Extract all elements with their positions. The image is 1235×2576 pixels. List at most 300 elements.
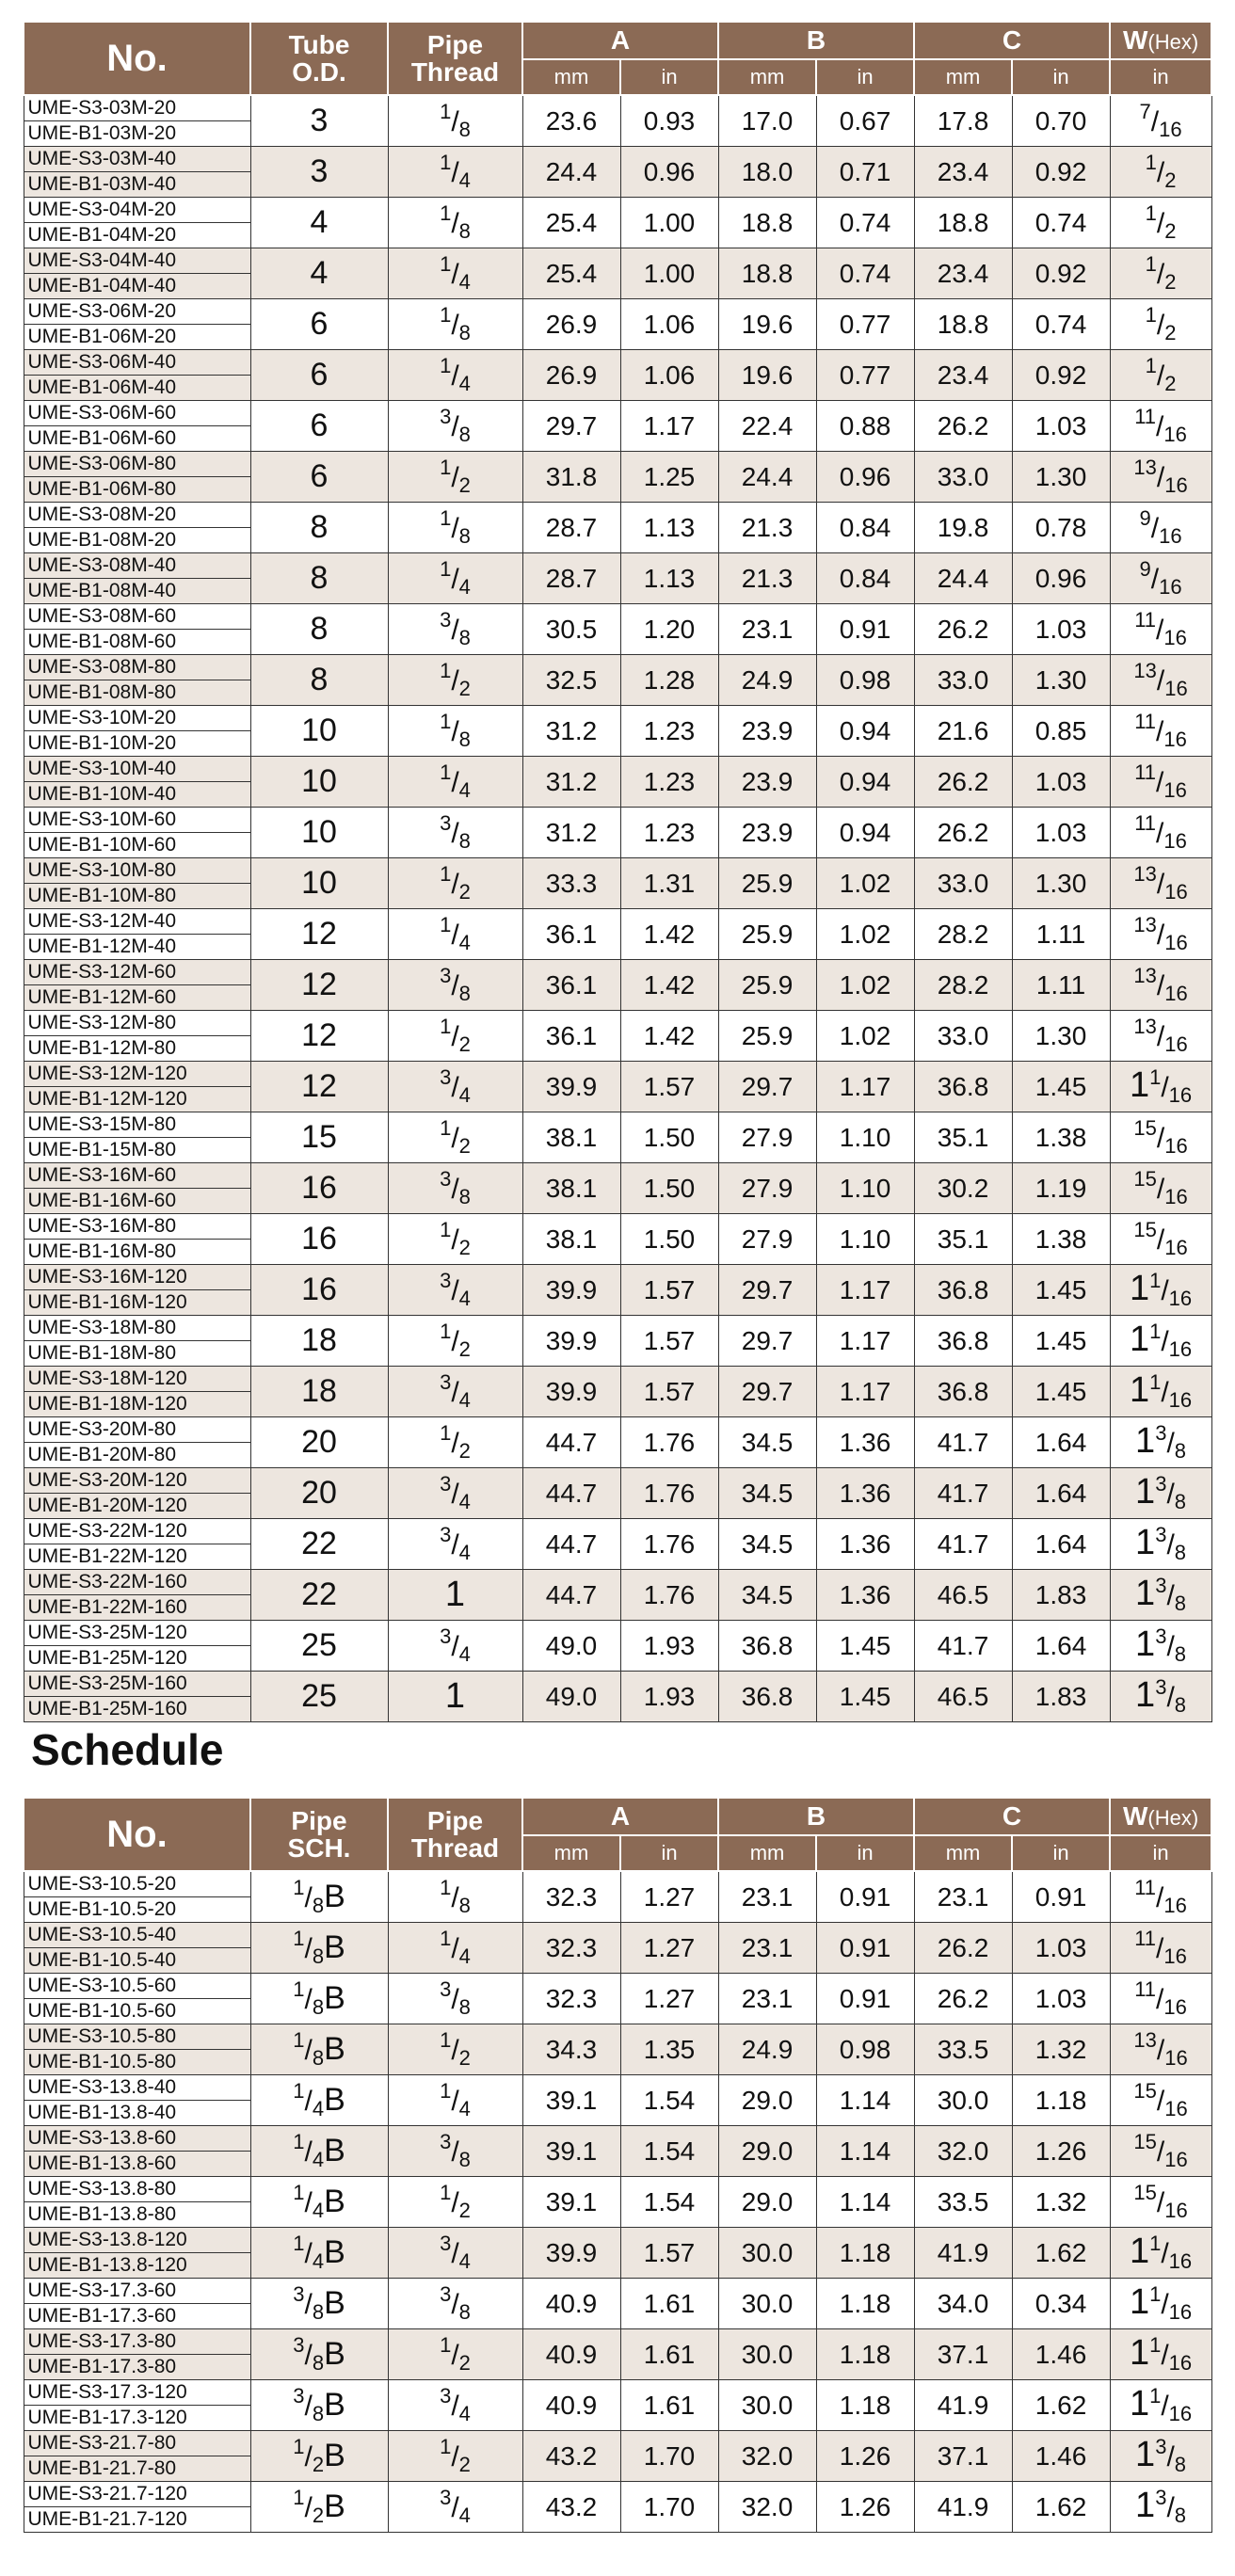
suffix: B bbox=[324, 1879, 345, 1914]
hex-w-cell bbox=[1110, 858, 1211, 909]
c-mm-cell: 28.2 bbox=[914, 960, 1012, 1011]
c-mm-cell: 36.8 bbox=[914, 1062, 1012, 1112]
tube-od-cell: 6 bbox=[250, 452, 388, 503]
part-number-s3: UME-S3-10.5-40 bbox=[24, 1923, 250, 1948]
hex-w-cell bbox=[1110, 1672, 1211, 1722]
part-number-s3: UME-S3-06M-60 bbox=[24, 401, 250, 426]
part-number-b1: UME-B1-03M-20 bbox=[27, 122, 177, 144]
c-mm-cell: 35.1 bbox=[914, 1112, 1012, 1163]
hex-w-cell bbox=[1110, 909, 1211, 960]
b-in-cell: 0.94 bbox=[816, 706, 914, 757]
part-number-s3: UME-S3-21.7-120 bbox=[24, 2482, 250, 2507]
pipe-thread-cell-fraction bbox=[440, 100, 471, 141]
suffix: B bbox=[324, 2285, 345, 2321]
pipe-thread-cell-fraction bbox=[440, 456, 471, 497]
c-mm-cell: 41.9 bbox=[914, 2380, 1012, 2431]
c-mm-cell: 18.8 bbox=[914, 299, 1012, 350]
header-a-mm: mm bbox=[522, 59, 620, 95]
denominator: 16 bbox=[1168, 2402, 1193, 2425]
table-row bbox=[24, 2482, 1211, 2533]
numerator: 1 bbox=[440, 557, 452, 581]
denominator: 16 bbox=[1159, 524, 1182, 548]
denominator: 16 bbox=[1163, 1944, 1187, 1968]
fraction-slash: / bbox=[451, 1933, 459, 1964]
denominator: 16 bbox=[1164, 1134, 1188, 1158]
part-number-b1: UME-B1-20M-80 bbox=[27, 1444, 177, 1465]
fraction-slash: / bbox=[304, 1882, 313, 1913]
pipe-thread-cell-fraction bbox=[440, 1927, 471, 1968]
numerator: 1 bbox=[1149, 1370, 1162, 1394]
b-mm-cell: 34.5 bbox=[718, 1519, 816, 1570]
pipe-thread-cell-fraction bbox=[444, 1575, 466, 1614]
numerator: 3 bbox=[440, 405, 452, 428]
fraction-slash: / bbox=[1156, 1174, 1165, 1205]
fraction-slash: / bbox=[1156, 2136, 1165, 2168]
pipe-thread-cell bbox=[388, 2329, 522, 2380]
c-in-cell: 1.30 bbox=[1012, 1011, 1110, 1062]
hex-w-cell-fraction bbox=[1133, 1218, 1188, 1259]
c-mm-cell: 26.2 bbox=[914, 757, 1012, 808]
b-in-cell: 0.91 bbox=[816, 1974, 914, 2024]
b-mm-cell: 30.0 bbox=[718, 2329, 816, 2380]
denominator: 2 bbox=[312, 2453, 325, 2476]
suffix: B bbox=[324, 2133, 345, 2168]
pipe-thread-cell bbox=[388, 1468, 522, 1519]
hex-w-cell bbox=[1110, 808, 1211, 858]
part-number-cell bbox=[24, 2126, 250, 2177]
a-mm-cell: 39.1 bbox=[522, 2075, 620, 2126]
numerator: 3 bbox=[440, 2384, 452, 2408]
header-a-mm: mm bbox=[522, 1835, 620, 1871]
part-number-cell bbox=[24, 2075, 250, 2126]
pipe-thread-cell-fraction bbox=[440, 2333, 471, 2375]
numerator: 3 bbox=[440, 1269, 452, 1292]
c-in-cell: 1.46 bbox=[1012, 2431, 1110, 2482]
hex-w-cell bbox=[1110, 604, 1211, 655]
b-mm-cell: 29.7 bbox=[718, 1265, 816, 1316]
a-mm-cell: 39.9 bbox=[522, 1062, 620, 1112]
pipe-thread-cell-fraction bbox=[440, 1370, 471, 1412]
part-number-b1: UME-B1-13.8-80 bbox=[27, 2203, 177, 2225]
denominator: 8 bbox=[312, 1894, 325, 1917]
denominator: 16 bbox=[1164, 880, 1188, 904]
denominator: 2 bbox=[458, 1439, 471, 1463]
hex-w-cell-fraction bbox=[1134, 811, 1187, 853]
a-mm-cell: 32.3 bbox=[522, 1923, 620, 1974]
part-number-b1: UME-B1-06M-60 bbox=[27, 427, 177, 449]
fraction-slash: / bbox=[1156, 310, 1165, 341]
suffix: B bbox=[324, 1929, 345, 1965]
a-in-cell: 1.27 bbox=[620, 1871, 718, 1923]
numerator: 13 bbox=[1133, 913, 1157, 936]
b-in-cell: 1.36 bbox=[816, 1417, 914, 1468]
b-mm-cell: 25.9 bbox=[718, 858, 816, 909]
table-row bbox=[24, 553, 1211, 604]
c-in-cell: 0.85 bbox=[1012, 706, 1110, 757]
denominator: 16 bbox=[1163, 829, 1187, 853]
c-in-cell: 1.64 bbox=[1012, 1621, 1110, 1672]
c-in-cell: 0.91 bbox=[1012, 1871, 1110, 1923]
table-row bbox=[24, 198, 1211, 248]
a-mm-cell: 36.1 bbox=[522, 909, 620, 960]
denominator: 16 bbox=[1164, 1185, 1188, 1208]
part-number-b1: UME-B1-06M-40 bbox=[27, 376, 177, 398]
part-number-cell bbox=[24, 1468, 250, 1519]
hex-w-cell-fraction bbox=[1135, 1472, 1187, 1513]
a-mm-cell: 31.2 bbox=[522, 706, 620, 757]
b-in-cell: 1.17 bbox=[816, 1367, 914, 1417]
fraction-slash: / bbox=[304, 2289, 313, 2320]
hex-w-cell-fraction bbox=[1133, 913, 1188, 954]
numerator: 13 bbox=[1133, 862, 1157, 886]
hex-w-cell-fraction bbox=[1129, 1269, 1193, 1310]
b-mm-cell: 29.7 bbox=[718, 1062, 816, 1112]
b-in-cell: 1.10 bbox=[816, 1163, 914, 1214]
part-number-s3: UME-S3-17.3-80 bbox=[24, 2329, 250, 2355]
numerator: 13 bbox=[1133, 456, 1157, 479]
fraction-slash: / bbox=[1156, 818, 1164, 849]
b-mm-cell: 25.9 bbox=[718, 909, 816, 960]
pipe-thread-cell-fraction bbox=[440, 1167, 471, 1208]
c-in-cell: 1.30 bbox=[1012, 655, 1110, 706]
fraction-slash: / bbox=[451, 360, 459, 392]
pipe-thread-cell bbox=[388, 452, 522, 503]
c-in-cell: 1.03 bbox=[1012, 1923, 1110, 1974]
denominator: 2 bbox=[1164, 168, 1177, 192]
denominator: 2 bbox=[1164, 321, 1177, 344]
part-number-b1: UME-B1-04M-40 bbox=[27, 275, 177, 296]
hex-w-cell-fraction bbox=[1135, 1421, 1187, 1463]
part-number-b1: UME-B1-16M-120 bbox=[27, 1291, 187, 1313]
pipe-thread-cell bbox=[388, 299, 522, 350]
tube-od-cell: 16 bbox=[250, 1214, 388, 1265]
part-number-b1: UME-B1-17.3-120 bbox=[27, 2407, 187, 2428]
pipe-thread-cell bbox=[388, 1923, 522, 1974]
pipe-thread-cell-fraction bbox=[440, 1624, 471, 1666]
part-number-s3: UME-S3-06M-80 bbox=[24, 452, 250, 477]
pipe-thread-cell bbox=[388, 248, 522, 299]
pipe-sch-cell bbox=[250, 2279, 388, 2329]
numerator: 1 bbox=[1145, 252, 1157, 276]
whole-part: 1 bbox=[1135, 1675, 1156, 1715]
numerator: 1 bbox=[440, 2028, 452, 2052]
b-mm-cell: 29.0 bbox=[718, 2075, 816, 2126]
part-number-b1: UME-B1-08M-60 bbox=[27, 631, 177, 652]
numerator: 1 bbox=[440, 303, 452, 327]
fraction-slash: / bbox=[1156, 716, 1164, 747]
b-in-cell: 1.18 bbox=[816, 2329, 914, 2380]
hex-w-cell-fraction bbox=[1129, 2333, 1193, 2375]
denominator: 8 bbox=[458, 118, 471, 141]
hex-w-cell-fraction bbox=[1134, 1876, 1187, 1917]
whole-part: 1 bbox=[444, 1575, 466, 1614]
pipe-sch-cell bbox=[250, 1871, 388, 1923]
table-row bbox=[24, 909, 1211, 960]
a-mm-cell: 40.9 bbox=[522, 2329, 620, 2380]
pipe-thread-cell-fraction bbox=[440, 710, 471, 751]
a-mm-cell: 49.0 bbox=[522, 1672, 620, 1722]
fraction-slash: / bbox=[1156, 869, 1165, 900]
pipe-sch-cell bbox=[250, 2431, 388, 2482]
pipe-thread-cell bbox=[388, 2380, 522, 2431]
part-number-b1: UME-B1-10M-20 bbox=[27, 732, 177, 754]
numerator: 1 bbox=[1149, 2232, 1162, 2255]
fraction-slash: / bbox=[1166, 1479, 1175, 1510]
numerator: 1 bbox=[1149, 1065, 1162, 1089]
tube-od-cell: 25 bbox=[250, 1621, 388, 1672]
b-in-cell: 1.02 bbox=[816, 909, 914, 960]
pipe-thread-cell-fraction bbox=[440, 608, 471, 649]
part-number-s3: UME-S3-06M-20 bbox=[24, 299, 250, 325]
part-number-cell bbox=[24, 2177, 250, 2228]
a-in-cell: 1.23 bbox=[620, 808, 718, 858]
hex-w-cell-fraction bbox=[1133, 1167, 1188, 1208]
b-in-cell: 1.14 bbox=[816, 2177, 914, 2228]
fraction-slash: / bbox=[451, 2340, 459, 2371]
whole-part: 1 bbox=[1129, 1370, 1150, 1410]
denominator: 4 bbox=[458, 1642, 471, 1666]
b-mm-cell: 36.8 bbox=[718, 1672, 816, 1722]
fraction-slash: / bbox=[304, 2391, 313, 2422]
pipe-thread-cell-fraction bbox=[440, 1977, 471, 2019]
hex-w-cell bbox=[1110, 2380, 1211, 2431]
c-mm-cell: 30.0 bbox=[914, 2075, 1012, 2126]
table-row bbox=[24, 1011, 1211, 1062]
numerator: 1 bbox=[440, 659, 452, 682]
b-mm-cell: 19.6 bbox=[718, 299, 816, 350]
denominator: 16 bbox=[1159, 575, 1182, 599]
tube-od-cell: 22 bbox=[250, 1570, 388, 1621]
part-number-b1: UME-B1-10.5-40 bbox=[27, 1949, 177, 1971]
numerator: 3 bbox=[440, 1370, 452, 1394]
table-row bbox=[24, 960, 1211, 1011]
a-in-cell: 1.70 bbox=[620, 2431, 718, 2482]
numerator: 1 bbox=[440, 100, 452, 123]
b-mm-cell: 23.1 bbox=[718, 1923, 816, 1974]
c-in-cell: 1.32 bbox=[1012, 2177, 1110, 2228]
fraction-slash: / bbox=[1156, 615, 1164, 646]
pipe-thread-cell-fraction bbox=[440, 354, 471, 395]
fraction-slash: / bbox=[1156, 208, 1165, 239]
fraction-slash: / bbox=[304, 2136, 313, 2168]
fraction-slash: / bbox=[451, 157, 459, 188]
fraction-slash: / bbox=[451, 767, 459, 798]
c-mm-cell: 33.0 bbox=[914, 452, 1012, 503]
c-in-cell: 1.83 bbox=[1012, 1672, 1110, 1722]
b-mm-cell: 30.0 bbox=[718, 2279, 816, 2329]
fraction-slash: / bbox=[1161, 2391, 1169, 2422]
numerator: 1 bbox=[440, 201, 452, 225]
part-number-s3: UME-S3-10M-40 bbox=[24, 757, 250, 782]
table-row bbox=[24, 1062, 1211, 1112]
a-mm-cell: 36.1 bbox=[522, 960, 620, 1011]
part-number-cell bbox=[24, 147, 250, 198]
c-in-cell: 1.26 bbox=[1012, 2126, 1110, 2177]
numerator: 1 bbox=[293, 1876, 305, 1899]
a-mm-cell: 23.6 bbox=[522, 95, 620, 147]
a-mm-cell: 32.3 bbox=[522, 1974, 620, 2024]
part-number-b1: UME-B1-16M-60 bbox=[27, 1190, 177, 1211]
numerator: 1 bbox=[440, 1218, 452, 1241]
suffix: B bbox=[324, 2082, 345, 2118]
b-mm-cell: 17.0 bbox=[718, 95, 816, 147]
b-mm-cell: 29.0 bbox=[718, 2177, 816, 2228]
tube-od-cell: 8 bbox=[250, 553, 388, 604]
header-pipe-thread: Pipe Thread bbox=[388, 1798, 522, 1871]
whole-part: 1 bbox=[1135, 1472, 1156, 1512]
part-number-cell bbox=[24, 2024, 250, 2075]
a-in-cell: 1.42 bbox=[620, 909, 718, 960]
pipe-thread-cell bbox=[388, 2228, 522, 2279]
pipe-thread-cell-fraction bbox=[440, 1320, 471, 1361]
fraction-slash: / bbox=[1166, 2492, 1175, 2523]
part-number-s3: UME-S3-17.3-120 bbox=[24, 2380, 250, 2406]
part-number-b1: UME-B1-17.3-60 bbox=[27, 2305, 177, 2327]
part-number-b1: UME-B1-17.3-80 bbox=[27, 2356, 177, 2377]
b-in-cell: 1.36 bbox=[816, 1519, 914, 1570]
denominator: 8 bbox=[312, 1944, 325, 1968]
table-row bbox=[24, 2075, 1211, 2126]
c-mm-cell: 17.8 bbox=[914, 95, 1012, 147]
numerator: 1 bbox=[440, 862, 452, 886]
part-number-b1: UME-B1-10M-40 bbox=[27, 783, 177, 805]
pipe-thread-cell bbox=[388, 604, 522, 655]
pipe-thread-cell bbox=[388, 2279, 522, 2329]
hex-w-cell bbox=[1110, 198, 1211, 248]
fraction-slash: / bbox=[451, 259, 459, 290]
pipe-sch-cell bbox=[250, 2482, 388, 2533]
denominator: 2 bbox=[458, 2199, 471, 2222]
fraction-slash: / bbox=[451, 970, 459, 1001]
b-mm-cell: 36.8 bbox=[718, 1621, 816, 1672]
table-row bbox=[24, 1316, 1211, 1367]
pipe-thread-cell bbox=[388, 95, 522, 147]
pipe-sch-cell bbox=[250, 2329, 388, 2380]
hex-w-cell bbox=[1110, 1871, 1211, 1923]
fraction-slash: / bbox=[451, 106, 459, 137]
c-in-cell: 1.46 bbox=[1012, 2329, 1110, 2380]
denominator: 8 bbox=[1174, 2453, 1187, 2476]
pipe-thread-cell-fraction bbox=[440, 1523, 471, 1564]
pipe-thread-cell bbox=[388, 350, 522, 401]
hex-w-cell bbox=[1110, 2177, 1211, 2228]
b-mm-cell: 29.7 bbox=[718, 1367, 816, 1417]
table-row bbox=[24, 1519, 1211, 1570]
header-c-mm: mm bbox=[914, 59, 1012, 95]
hex-w-cell bbox=[1110, 2024, 1211, 2075]
numerator: 3 bbox=[1155, 2435, 1167, 2458]
table-row bbox=[24, 2329, 1211, 2380]
part-number-s3: UME-S3-08M-20 bbox=[24, 503, 250, 528]
a-in-cell: 1.61 bbox=[620, 2279, 718, 2329]
pipe-thread-cell bbox=[388, 1621, 522, 1672]
numerator: 1 bbox=[1145, 303, 1157, 327]
header-w-in: in bbox=[1110, 59, 1211, 95]
a-in-cell: 1.35 bbox=[620, 2024, 718, 2075]
denominator: 2 bbox=[458, 1337, 471, 1361]
tube-od-cell: 10 bbox=[250, 757, 388, 808]
c-mm-cell: 41.9 bbox=[914, 2228, 1012, 2279]
b-in-cell: 1.17 bbox=[816, 1062, 914, 1112]
dimensions-table-body bbox=[24, 95, 1211, 1722]
hex-w-cell-fraction bbox=[1135, 2486, 1187, 2527]
tube-od-cell: 3 bbox=[250, 147, 388, 198]
hex-w-cell-fraction bbox=[1134, 710, 1187, 751]
numerator: 3 bbox=[440, 2232, 452, 2255]
header-c-in: in bbox=[1012, 59, 1110, 95]
part-number-b1: UME-B1-12M-60 bbox=[27, 986, 177, 1008]
fraction-slash: / bbox=[451, 1326, 459, 1357]
suffix: B bbox=[324, 1980, 345, 2016]
numerator: 1 bbox=[293, 1927, 305, 1950]
pipe-sch-cell-fraction bbox=[293, 2028, 345, 2070]
denominator: 4 bbox=[458, 372, 471, 395]
pipe-sch-cell-fraction bbox=[293, 2435, 345, 2476]
pipe-thread-cell bbox=[388, 1265, 522, 1316]
header-a-in: in bbox=[620, 1835, 718, 1871]
hex-w-cell bbox=[1110, 147, 1211, 198]
fraction-slash: / bbox=[451, 2035, 459, 2066]
part-number-cell bbox=[24, 909, 250, 960]
b-mm-cell: 25.9 bbox=[718, 960, 816, 1011]
denominator: 16 bbox=[1163, 1995, 1187, 2019]
part-number-cell bbox=[24, 198, 250, 248]
tube-od-cell: 4 bbox=[250, 248, 388, 299]
fraction-slash: / bbox=[304, 2187, 313, 2218]
a-mm-cell: 24.4 bbox=[522, 147, 620, 198]
denominator: 8 bbox=[312, 2402, 325, 2425]
hex-w-cell-fraction bbox=[1139, 506, 1182, 548]
a-in-cell: 1.61 bbox=[620, 2380, 718, 2431]
part-number-b1: UME-B1-16M-80 bbox=[27, 1240, 177, 1262]
denominator: 8 bbox=[1174, 1592, 1187, 1615]
a-in-cell: 1.54 bbox=[620, 2126, 718, 2177]
pipe-sch-cell bbox=[250, 1923, 388, 1974]
part-number-b1: UME-B1-10M-80 bbox=[27, 885, 177, 906]
a-mm-cell: 25.4 bbox=[522, 198, 620, 248]
numerator: 3 bbox=[1155, 1472, 1167, 1496]
denominator: 4 bbox=[458, 778, 471, 802]
part-number-b1: UME-B1-25M-120 bbox=[27, 1647, 187, 1669]
tube-od-cell: 3 bbox=[250, 95, 388, 147]
b-in-cell: 0.98 bbox=[816, 2024, 914, 2075]
pipe-thread-cell bbox=[388, 1367, 522, 1417]
denominator: 8 bbox=[458, 2148, 471, 2171]
part-number-s3: UME-S3-20M-80 bbox=[24, 1417, 250, 1443]
numerator: 1 bbox=[293, 2079, 305, 2103]
denominator: 8 bbox=[312, 2300, 325, 2324]
c-mm-cell: 26.2 bbox=[914, 808, 1012, 858]
part-number-cell bbox=[24, 95, 250, 147]
tube-od-cell: 8 bbox=[250, 604, 388, 655]
numerator: 1 bbox=[440, 1116, 452, 1140]
b-mm-cell: 21.3 bbox=[718, 503, 816, 553]
denominator: 4 bbox=[458, 575, 471, 599]
a-mm-cell: 44.7 bbox=[522, 1519, 620, 1570]
c-mm-cell: 35.1 bbox=[914, 1214, 1012, 1265]
hex-w-cell-fraction bbox=[1135, 1574, 1187, 1615]
part-number-cell bbox=[24, 960, 250, 1011]
c-mm-cell: 32.0 bbox=[914, 2126, 1012, 2177]
whole-part: 1 bbox=[1135, 1624, 1156, 1664]
part-number-s3: UME-S3-25M-160 bbox=[24, 1672, 250, 1697]
fraction-slash: / bbox=[1166, 1682, 1175, 1713]
numerator: 15 bbox=[1133, 2079, 1157, 2103]
part-number-cell bbox=[24, 1570, 250, 1621]
a-mm-cell: 39.9 bbox=[522, 2228, 620, 2279]
suffix: B bbox=[324, 2336, 345, 2372]
denominator: 8 bbox=[458, 728, 471, 751]
